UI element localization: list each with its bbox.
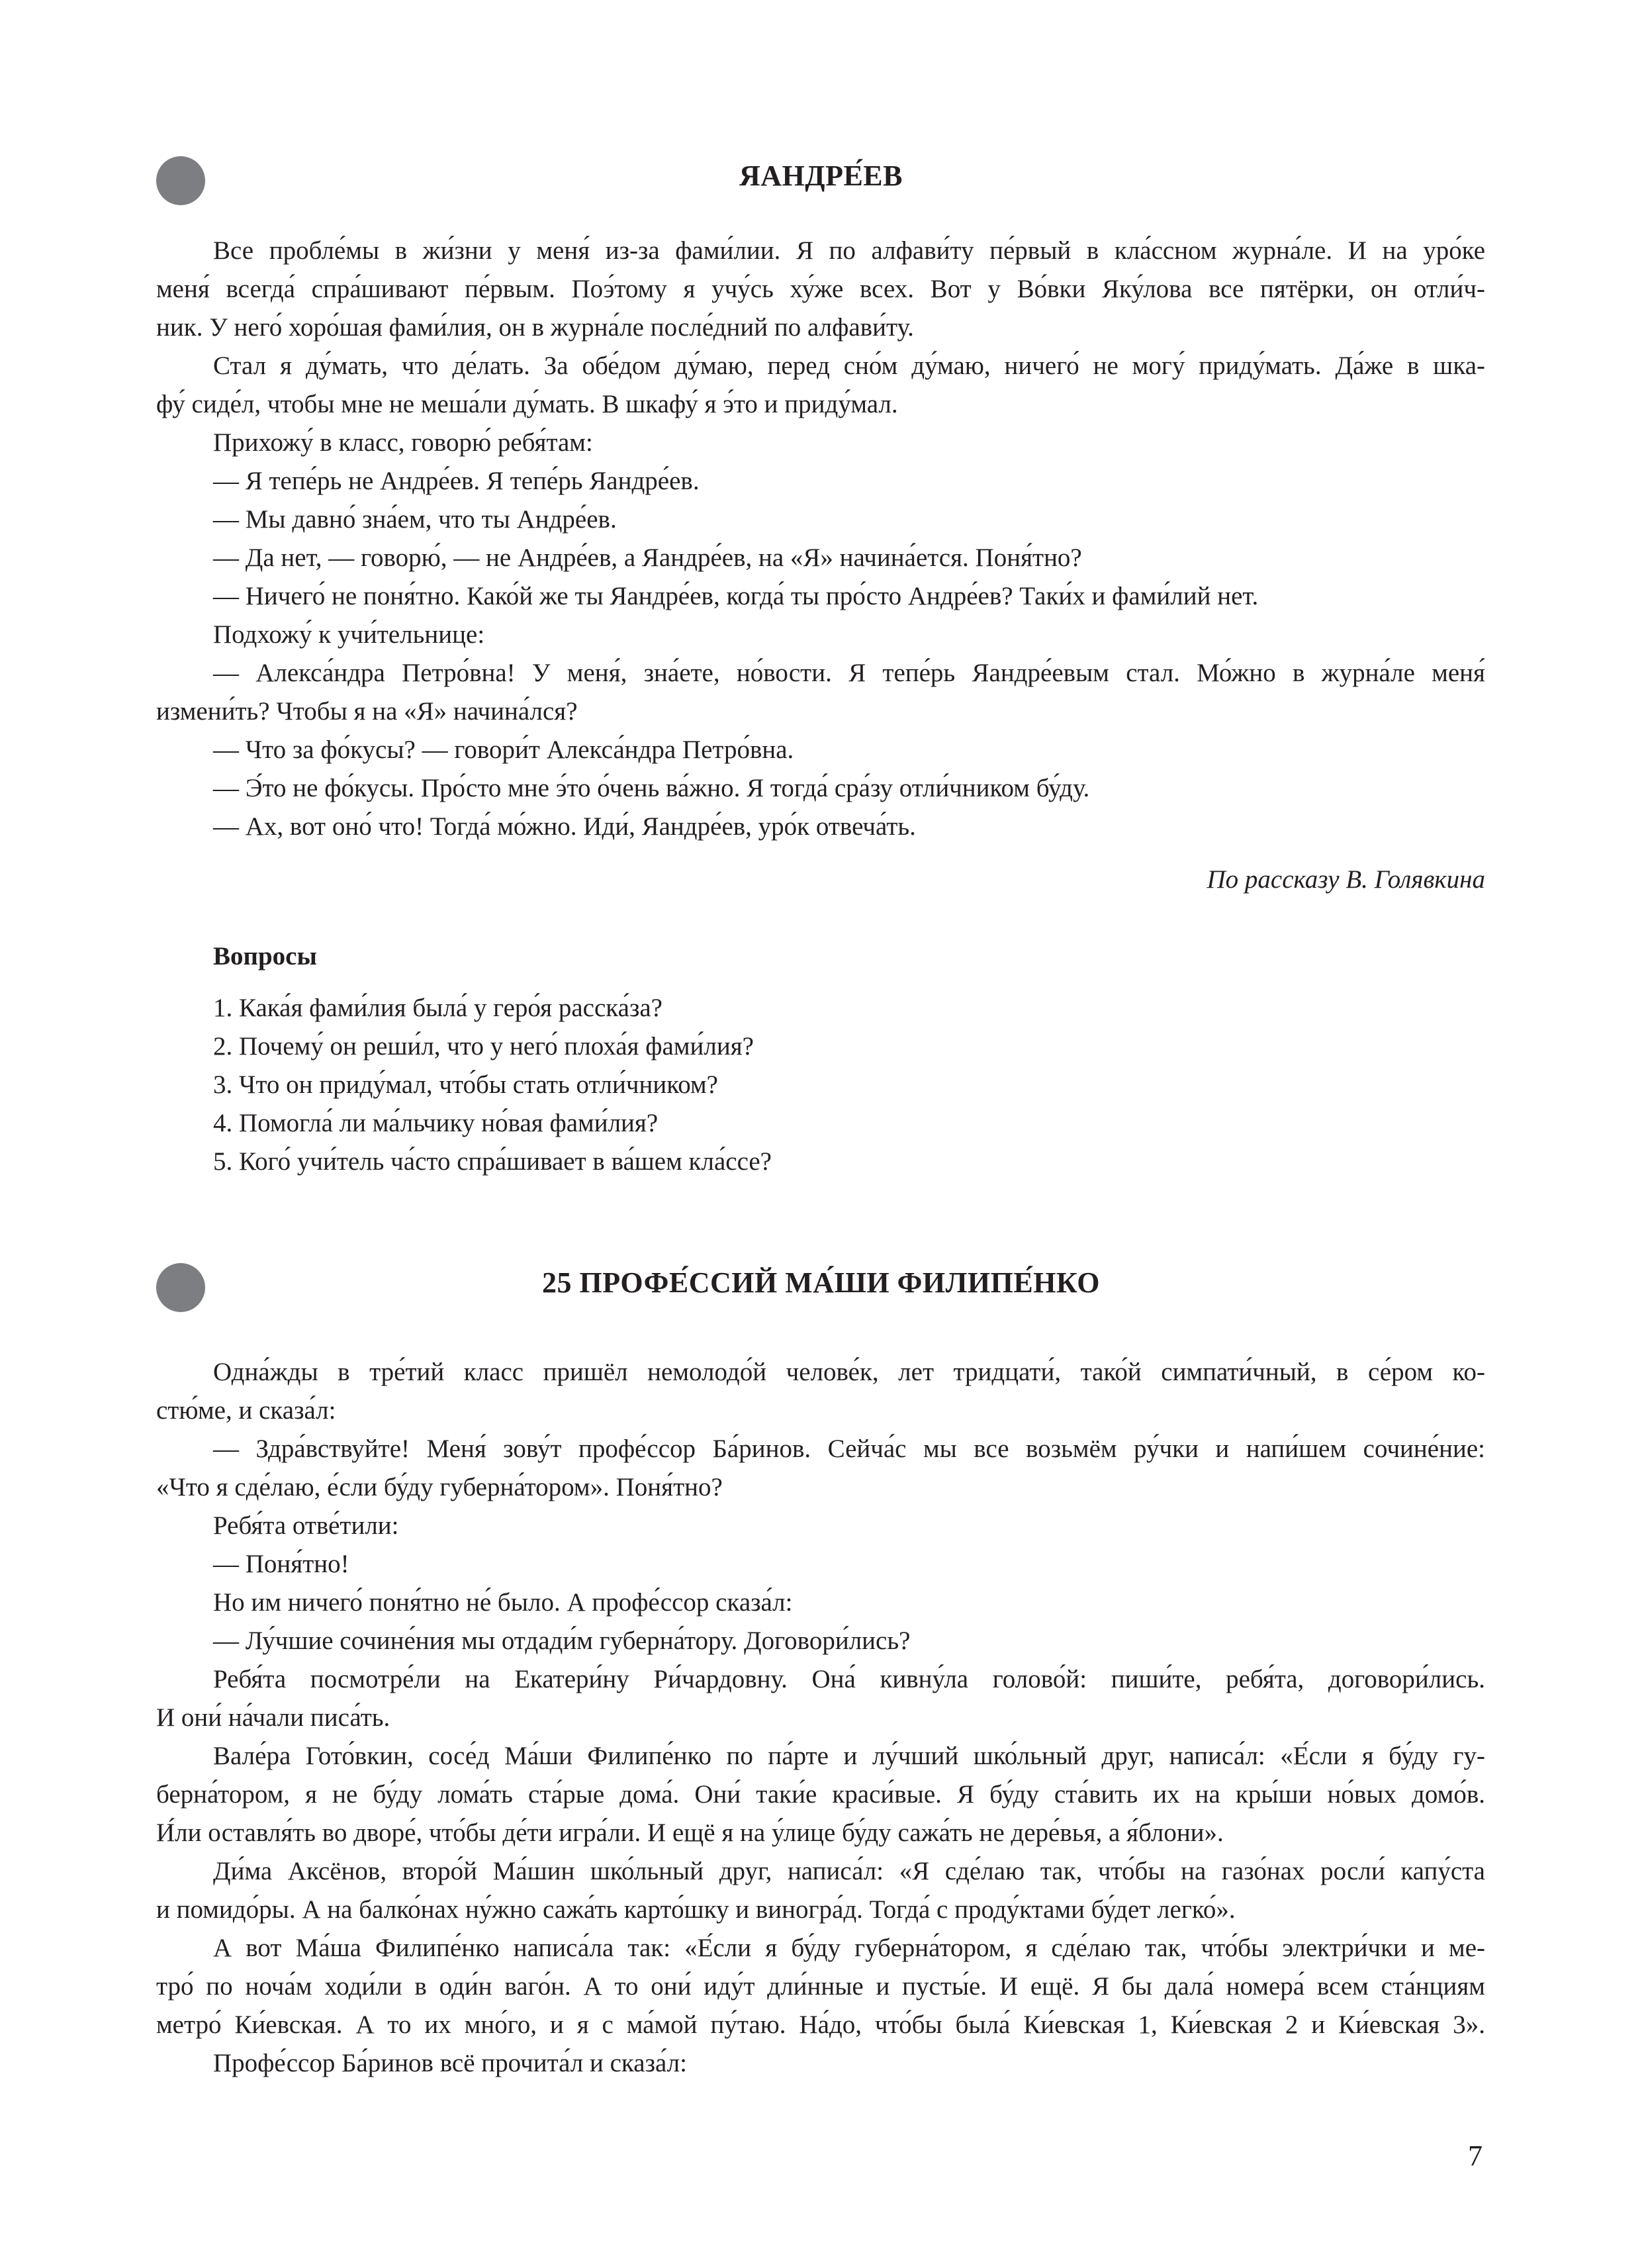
text-line: — Я тепе́рь не Андре́ев. Я тепе́рь Яандре́ев. [213,467,700,495]
text-line: Ребя́та отве́тили: [213,1511,399,1540]
text-line: Профе́ссор Ба́ринов всё прочита́л и сказа́л: [213,2049,687,2077]
question-item: 5. Кого́ учи́тель ча́сто спра́шивает в ва́шем кла́ссе? [213,1147,772,1176]
text-line: — Э́то не фо́кусы. Про́сто мне э́то о́чень ва́жно. Я тогда́ сра́зу отли́чником бу́ду. [213,774,1090,802]
story1-attribution: По рассказу В. Голявкина [1207,865,1485,894]
text-line: А вот Ма́ша Филипе́нко написа́ла так: «Е́сли я бу́ду губерна́тором, я сде́лаю так, что́бы электри́чки и ме- [213,1934,1485,1962]
page-number: 7 [1468,2140,1482,2172]
text-line: стю́ме, и сказа́л: [156,1396,336,1425]
text-line: Все пробле́мы в жи́зни у меня́ из-за фами́лии. Я по алфави́ту пе́рвый в кла́ссном журна́ле. И на уро́ке [213,236,1485,265]
text-line: и помидо́ры. А на балко́нах ну́жно сажа́ть карто́шку и виногра́д. Тогда́ с проду́ктами бу́дет легко́». [156,1895,1236,1924]
text-line: — Ах, вот оно́ что! Тогда́ мо́жно. Иди́, Яандре́ев, уро́к отвеча́ть. [213,812,916,841]
text-line: фу́ сиде́л, чтобы мне не меша́ли ду́мать. В шкафу́ я э́то и приду́мал. [156,390,898,418]
text-line: И́ли оставля́ть во дворе́, что́бы де́ти игра́ли. И ещё я на у́лице бу́ду сажа́ть не дере́вья, а я́блони». [156,1819,1224,1847]
text-line: тро́ по ноча́м ходи́ли в оди́н ваго́н. А то они́ иду́т дли́нные и пусты́е. И ещё. Я бы дала́ номера́ всем ста́нциям [156,1972,1485,2001]
text-line: — Да нет, — говорю́, — не Андре́ев, а Яандре́ев, на «Я» начина́ется. Поня́тно? [213,543,1082,572]
text-line: метро́ Ки́евская. А то их мно́го, и я с ма́мой пу́таю. На́до, что́бы была́ Ки́евская 1, Ки́евская 2 и Ки́евская 3». [156,2010,1485,2039]
text-line: — Лу́чшие сочине́ния мы отдади́м губерна́тору. Договори́лись? [213,1627,911,1655]
text-line: Вале́ра Гото́вкин, сосе́д Ма́ши Филипе́нко по па́рте и лу́чший шко́льный друг, написа́л: «Е́сли я бу́ду гу- [213,1742,1485,1770]
text-line: Но им ничего́ поня́тно не́ было. А профе́ссор сказа́л: [213,1588,793,1617]
text-line: — Алекса́ндра Петро́вна! У меня́, зна́ете, но́вости. Я тепе́рь Яандре́евым стал. Мо́жно в журна́ле меня́ [213,659,1485,687]
question-item: 1. Кака́я фами́лия была́ у геро́я расска́за? [213,994,662,1022]
text-line: «Что я сде́лаю, е́сли бу́ду губерна́тором». Поня́тно? [156,1473,723,1501]
story1-title: ЯАНДРЕ́ЕВ [739,160,903,192]
question-item: 3. Что он приду́мал, что́бы стать отли́чником? [213,1070,718,1099]
text-line: Ребя́та посмотре́ли на Екатери́ну Ри́чардовну. Она́ кивну́ла голово́й: пиши́те, ребя́та, договори́лись. [213,1665,1485,1693]
text-line: — Здра́вствуйте! Меня́ зову́т профе́ссор Ба́ринов. Сейча́с мы все возьмём ру́чки и напи́шем сочине́ние: [213,1435,1485,1463]
text-line: берна́тором, я не бу́ду лома́ть ста́рые дома́. Они́ таки́е краси́вые. Я бу́ду ста́вить их на кры́ши но́вых домо́в. [156,1780,1485,1809]
question-item: 4. Помогла́ ли ма́льчику но́вая фами́лия? [213,1109,659,1137]
text-line: меня́ всегда́ спра́шивают пе́рвым. Поэ́тому я учу́сь ху́же всех. Вот у Во́вки Яку́лова все пятёрки, он отли́ч- [156,275,1485,303]
text-line: Одна́жды в тре́тий класс пришёл немолодо́й челове́к, лет тридцати́, тако́й симпати́чный, в се́ром ко- [213,1358,1485,1386]
text-line: И они́ на́чали писа́ть. [156,1703,390,1732]
text-line: Прихожу́ в класс, говорю́ ребя́там: [213,428,593,457]
text-line: Подхожу́ к учи́тельнице: [213,620,485,649]
text-line: ник. У него́ хоро́шая фами́лия, он в журна́ле после́дний по алфави́ту. [156,313,914,342]
question-item: 2. Почему́ он реши́л, что у него́ плоха́я фами́лия? [213,1032,754,1061]
text-line: Ди́ма Аксёнов, второ́й Ма́шин шко́льный друг, написа́л: «Я сде́лаю так, что́бы на газо́нах росли́ капу́ста [213,1857,1485,1885]
story2-title: 25 ПРОФЕ́ССИЙ МА́ШИ ФИЛИПЕ́НКО [542,1266,1100,1299]
text-line: — Ничего́ не поня́тно. Како́й же ты Яандре́ев, когда́ ты про́сто Андре́ев? Таки́х и фами́лий нет. [213,582,1259,610]
text-line: измени́ть? Чтобы я на «Я» начина́лся? [156,697,578,726]
text-line: — Поня́тно! [213,1550,349,1578]
text-line: — Мы давно́ зна́ем, что ты Андре́ев. [213,505,617,534]
text-line: Стал я ду́мать, что де́лать. За обе́дом ду́маю, перед сно́м ду́маю, ничего́ не могу́ приду́мать. Да́же в шка- [213,352,1485,380]
text-line: — Что за фо́кусы? — говори́т Алекса́ндра Петро́вна. [213,735,794,764]
questions-heading: Вопросы [213,942,317,970]
